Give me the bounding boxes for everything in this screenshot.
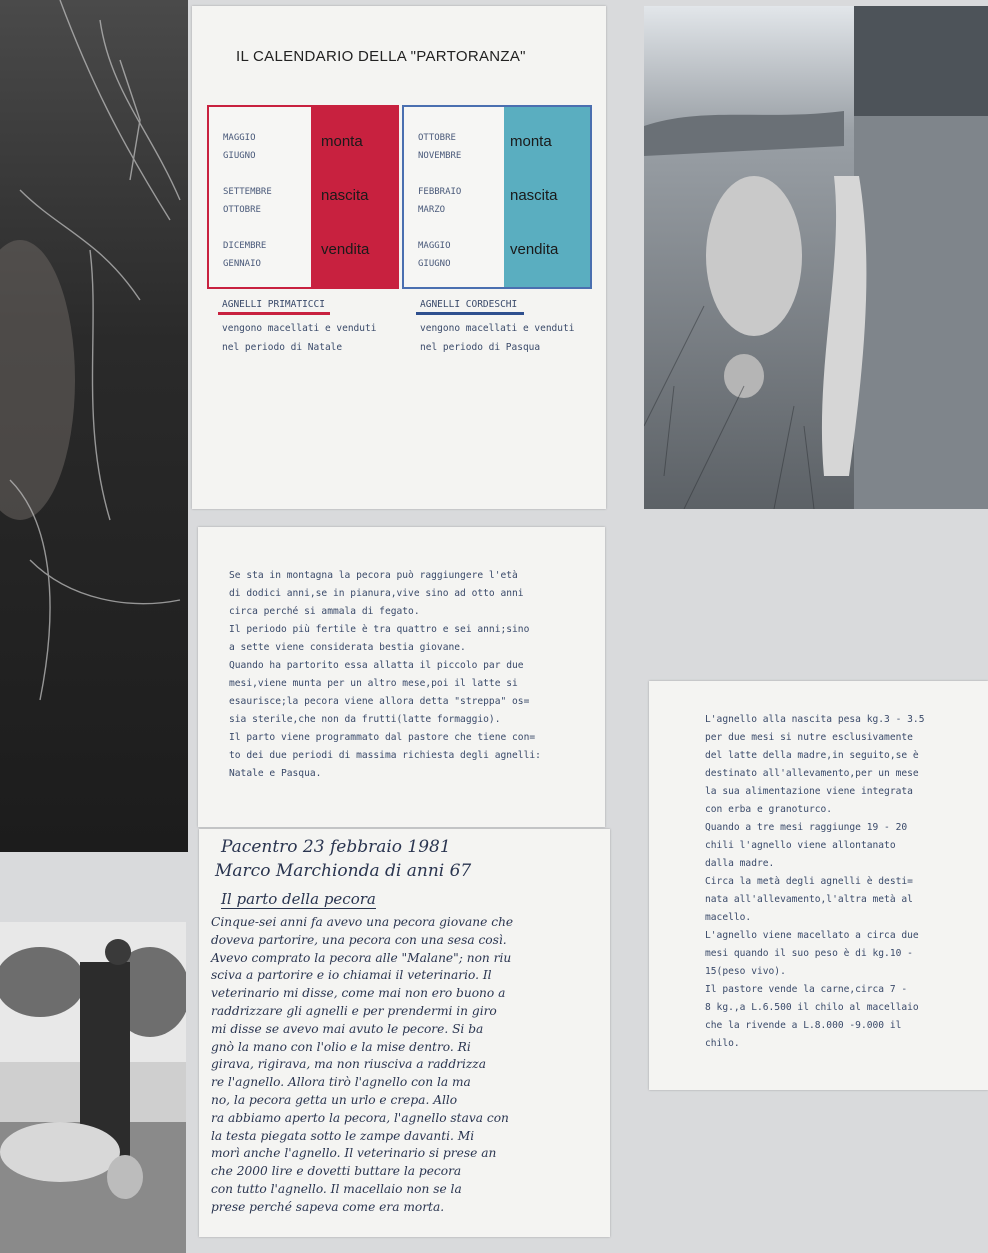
months-row-1: MAGGIO GIUGNO xyxy=(223,133,256,161)
phase-vendita: vendita xyxy=(321,241,370,258)
letter-card xyxy=(199,829,610,1237)
months-row-1: OTTOBRE NOVEMBRE xyxy=(418,133,462,161)
phase-monta: monta xyxy=(510,133,552,150)
months-row-2: SETTEMBRE OTTOBRE xyxy=(223,187,272,215)
letter-author: Marco Marchionda di anni 67 xyxy=(215,861,472,881)
underline-primaticci xyxy=(218,312,330,315)
letter-heading: Il parto della pecora xyxy=(221,890,376,908)
note-pecora-text: Se sta in montagna la pecora può raggiungere l'età di dodici anni,se in pianura,vive sino ad otto anni circa perché si ammala di fegato. Il periodo più fertile è tra quattro e sei anni;sino a sette viene considerata bestia giovane. Quando ha partorito essa allatta il piccolo par due mesi,viene munta per un altro mese,poi il latte si esaurisce;la pecora viene allora detta "streppa" os= sia sterile,che non da frutti(latte formaggio). Il parto viene programmato dal pastore che tiene con= to dei due periodi di massima richiesta degli agnelli: Natale e Pasqua. xyxy=(229,570,541,779)
photo-man-with-sheep xyxy=(0,922,186,1253)
letter-body: Cinque-sei anni fa avevo una pecora giovane che doveva partorire, una pecora con una sesa così. Avevo comprato la pecora alle "Malane"; non riu sciva a partorire e io chiamai il veterinario. Il veterinario mi disse, come mai non ero buono a raddrizzare gli agnelli e per prendermi in giro mi disse se avevo mai avuto le pecore. Si ba gnò la mano con l'olio e la mise dentro. Ri girava, rigirava, ma non riusciva a raddrizza re l'agnello. Allora tirò l'agnello con la ma no, la pecora getta un urlo e crepa. Allo ra abbiamo aperto la pecora, l'agnello stava con la testa piegata sotto le zampe davanti. Mi morì anche l'agnello. Il veterinario si prese an che 2000 lire e dovetti buttare la pecora con tutto l'agnello. Il macellaio non se la prese perché sapeva come era morta. xyxy=(211,915,514,1214)
calendar-title: IL CALENDARIO DELLA "PARTORANZA" xyxy=(236,48,526,65)
photo-left-brambles xyxy=(0,0,188,852)
calendar-card xyxy=(192,6,606,509)
label-primaticci: AGNELLI PRIMATICCI xyxy=(222,299,325,310)
calendar-cordeschi xyxy=(402,105,592,289)
note-pecora-card xyxy=(198,527,605,827)
underline-cordeschi xyxy=(416,312,524,315)
desc-primaticci: vengono macellati e venduti nel periodo di Natale xyxy=(222,323,377,353)
desc-cordeschi: vengono macellati e venduti nel periodo di Pasqua xyxy=(420,323,575,353)
months-row-3: MAGGIO GIUGNO xyxy=(418,241,451,269)
note-agnello-card xyxy=(649,681,988,1090)
phase-vendita: vendita xyxy=(510,241,559,258)
phase-monta: monta xyxy=(321,133,363,150)
months-row-2: FEBBRAIO MARZO xyxy=(418,187,462,215)
note-agnello-text: L'agnello alla nascita pesa kg.3 - 3.5 per due mesi si nutre esclusivamente del latte della madre,in seguito,se è destinato all'allevamento,per un mese la sua alimentazione viene integrata con erba e granoturco. Quando a tre mesi raggiunge 19 - 20 chili l'agnello viene allontanato dalla madre. Circa la metà degli agnelli è desti= nata all'allevamento,l'altra metà al macello. L'agnello viene macellato a circa due mesi quando il suo peso è di kg.10 - 15(peso vivo). Il pastore vende la carne,circa 7 - 8 kg.,a L.6.500 il chilo al macellaio che la rivende a L.8.000 -9.000 il chilo. xyxy=(705,714,925,1049)
label-cordeschi: AGNELLI CORDESCHI xyxy=(420,299,518,310)
photo-shepherd-with-lamb xyxy=(644,6,988,509)
calendar-primaticci xyxy=(207,105,399,289)
phase-nascita: nascita xyxy=(510,187,558,204)
phase-nascita: nascita xyxy=(321,187,369,204)
letter-place-date: Pacentro 23 febbraio 1981 xyxy=(221,837,451,857)
months-row-3: DICEMBRE GENNAIO xyxy=(223,241,267,269)
